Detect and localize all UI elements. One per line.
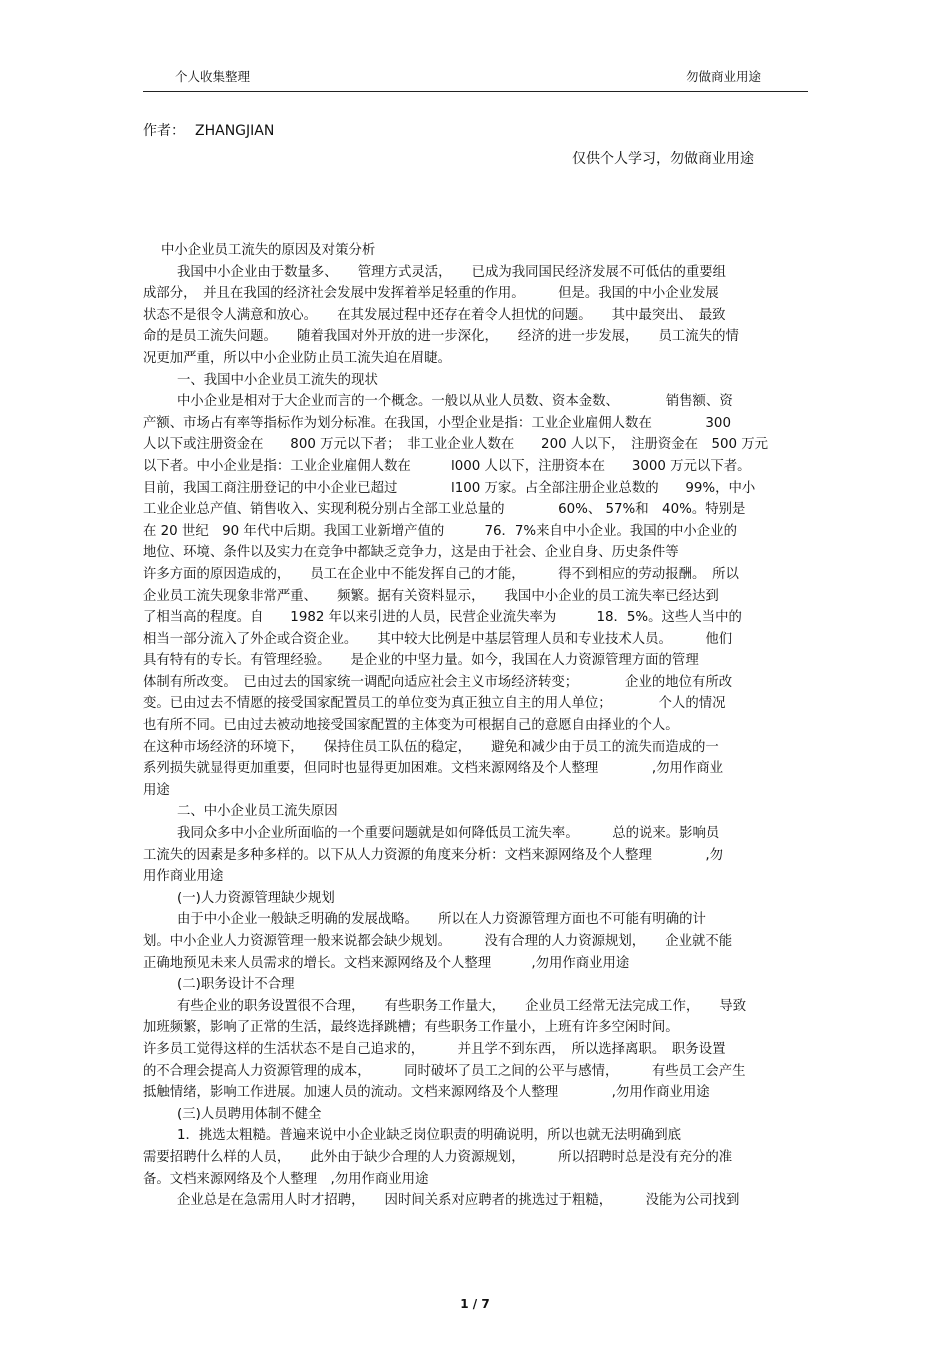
header-right-text: 勿做商业用途 bbox=[686, 69, 762, 84]
body-line: 了相当高的程度。自 1982 年以来引进的人员，民营企业流失率为 18．5%。这些人当中的 bbox=[143, 610, 742, 626]
subsection-heading: (二)职务设计不合理 bbox=[177, 977, 295, 993]
header-left-text: 个人收集整理 bbox=[175, 69, 251, 84]
body-line: 我国中小企业由于数量多、 管理方式灵活， 已成为我同国民经济发展不可低估的重要组 bbox=[177, 264, 727, 280]
body-line: 具有特有的专长。有管理经验。 是企业的中坚力量。如今，我国在人力资源管理方面的管理 bbox=[143, 653, 699, 669]
body-line: 以下者。中小企业是指：工业企业雇佣人数在 l000 人以下，注册资本在 3000 万元以下者。 bbox=[143, 458, 751, 474]
body-line: 相当一部分流入了外企或合资企业。 其中较大比例是中基层管理人员和专业技术人员。 他们 bbox=[143, 631, 733, 647]
body-line: 企业总是在急需用人时才招聘， 因时间关系对应聘者的挑选过于粗糙， 没能为公司找到 bbox=[177, 1193, 740, 1209]
header-rule bbox=[143, 91, 808, 92]
body-line: 命的是员工流失问题。 随着我国对外开放的进一步深化， 经济的进一步发展， 员工流失的情 bbox=[143, 329, 739, 345]
document-title: 中小企业员工流失的原因及对策分析 bbox=[161, 243, 376, 258]
body-line: 许多员工觉得这样的生活状态不是自己追求的， 并且学不到东西， 所以选择离职。 职务设置 bbox=[143, 1041, 726, 1057]
body-line: 系列损失就显得更加重要，但同时也显得更加困难。文档来源网络及个人整理 ,勿用作商业 bbox=[143, 761, 724, 777]
body-line: 工流失的因素是多种多样的。以下从人力资源的角度来分析：文档来源网络及个人整理 ,勿 bbox=[143, 847, 724, 863]
body-line: 我同众多中小企业所面临的一个重要问题就是如何降低员工流失率。 总的说来。影响员 bbox=[177, 826, 720, 842]
body-line: 加班频繁，影响了正常的生活，最终选择跳槽；有些职务工作量小，上班有许多空闲时间。 bbox=[143, 1020, 679, 1036]
body-line: 由于中小企业一般缺乏明确的发展战略。 所以在人力资源管理方面也不可能有明确的计 bbox=[177, 912, 706, 928]
subsection-heading: (一)人力资源管理缺少规划 bbox=[177, 890, 335, 906]
body-line: 抵触情绪，影响工作进展。加速人员的流动。文档来源网络及个人整理 ,勿用作商业用途 bbox=[143, 1085, 710, 1101]
body-line: 地位、环境、条件以及实力在竞争中都缺乏竞争力，这是由于社会、企业自身、历史条件等 bbox=[143, 545, 679, 561]
body-line: 产额、市场占有率等指标作为划分标准。在我国，小型企业是指：工业企业雇佣人数在 300 bbox=[143, 415, 731, 431]
body-line: 用作商业用途 bbox=[143, 869, 224, 885]
author-name: ZHANGJIAN bbox=[195, 123, 275, 139]
body-line: 变。已由过去不情愿的接受国家配置员工的单位变为真正独立自主的用人单位； 个人的情况 bbox=[143, 696, 726, 712]
section-heading: 一、我国中小企业员工流失的现状 bbox=[177, 372, 378, 388]
body-line: 用途 bbox=[143, 782, 170, 798]
body-line: 在 20 世纪 90 年代中后期。我国工业新增产值的 76．7%来自中小企业。我国的中小企业的 bbox=[143, 523, 737, 539]
body-line: 有些企业的职务设置很不合理， 有些职务工作量大， 企业员工经常无法完成工作， 导致 bbox=[177, 998, 747, 1014]
body-line: 况更加严重，所以中小企业防止员工流失迫在眉睫。 bbox=[143, 350, 451, 366]
author-label: 作者： bbox=[143, 123, 185, 139]
page-number: 1 / 7 bbox=[460, 1297, 490, 1311]
section-heading: 二、中小企业员工流失原因 bbox=[177, 804, 338, 820]
body-line: 成部分， 并且在我国的经济社会发展中发挥着举足轻重的作用。 但是。我国的中小企业发展 bbox=[143, 286, 719, 302]
body-line: 中小企业是相对于大企业而言的一个概念。一般以从业人员数、资本金数、 销售额、资 bbox=[177, 394, 733, 410]
document-body bbox=[143, 240, 808, 1212]
usage-notice: 仅供个人学习，勿做商业用途 bbox=[572, 151, 754, 167]
body-line: 1．挑选太粗糙。普遍来说中小企业缺乏岗位职责的明确说明，所以也就无法明确到底 bbox=[177, 1128, 681, 1144]
body-line: 划。中小企业人力资源管理一般来说都会缺少规划。 没有合理的人力资源规划， 企业就不能 bbox=[143, 934, 733, 949]
body-line: 目前，我国工商注册登记的中小企业已超过 l100 万家。占全部注册企业总数的 99%，中小 bbox=[143, 480, 756, 496]
body-line: 在这种市场经济的环境下， 保持住员工队伍的稳定， 避免和减少由于员工的流失而造成的一 bbox=[143, 739, 719, 755]
subsection-heading: (三)人员聘用体制不健全 bbox=[177, 1106, 322, 1122]
body-line: 许多方面的原因造成的， 员工在企业中不能发挥自己的才能， 得不到相应的劳动报酬。 所以 bbox=[143, 566, 739, 582]
body-line: 工业企业总产值、销售收入、实现利税分别占全部工业总量的 60%、 57%和 40%。特别是 bbox=[143, 502, 746, 518]
body-line: 正确地预见未来人员需求的增长。文档来源网络及个人整理 ,勿用作商业用途 bbox=[143, 955, 630, 971]
body-line: 备。文档来源网络及个人整理 ,勿用作商业用途 bbox=[143, 1171, 429, 1187]
body-line: 企业员工流失现象非常严重、 频繁。据有关资料显示， 我国中小企业的员工流失率已经达到 bbox=[143, 588, 719, 604]
author-line bbox=[143, 120, 274, 140]
body-line: 需要招聘什么样的人员， 此外由于缺少合理的人力资源规划， 所以招聘时总是没有充分的准 bbox=[143, 1149, 733, 1165]
body-line: 的不合理会提高人力资源管理的成本， 同时破坏了员工之间的公平与感情， 有些员工会产生 bbox=[143, 1063, 746, 1079]
body-line: 状态不是很令人满意和放心。 在其发展过程中还存在着令人担忧的问题。 其中最突出、 最致 bbox=[143, 307, 726, 323]
body-line: 体制有所改变。 已由过去的国家统一调配向适应社会主义市场经济转变； 企业的地位有所改 bbox=[143, 674, 733, 690]
body-line: 人以下或注册资金在 800 万元以下者； 非工业企业人数在 200 人以下， 注册资金在 500 万元 bbox=[143, 437, 769, 453]
body-line: 也有所不同。已由过去被动地接受国家配置的主体变为可根据自己的意愿自由择业的个人。 bbox=[143, 718, 679, 734]
